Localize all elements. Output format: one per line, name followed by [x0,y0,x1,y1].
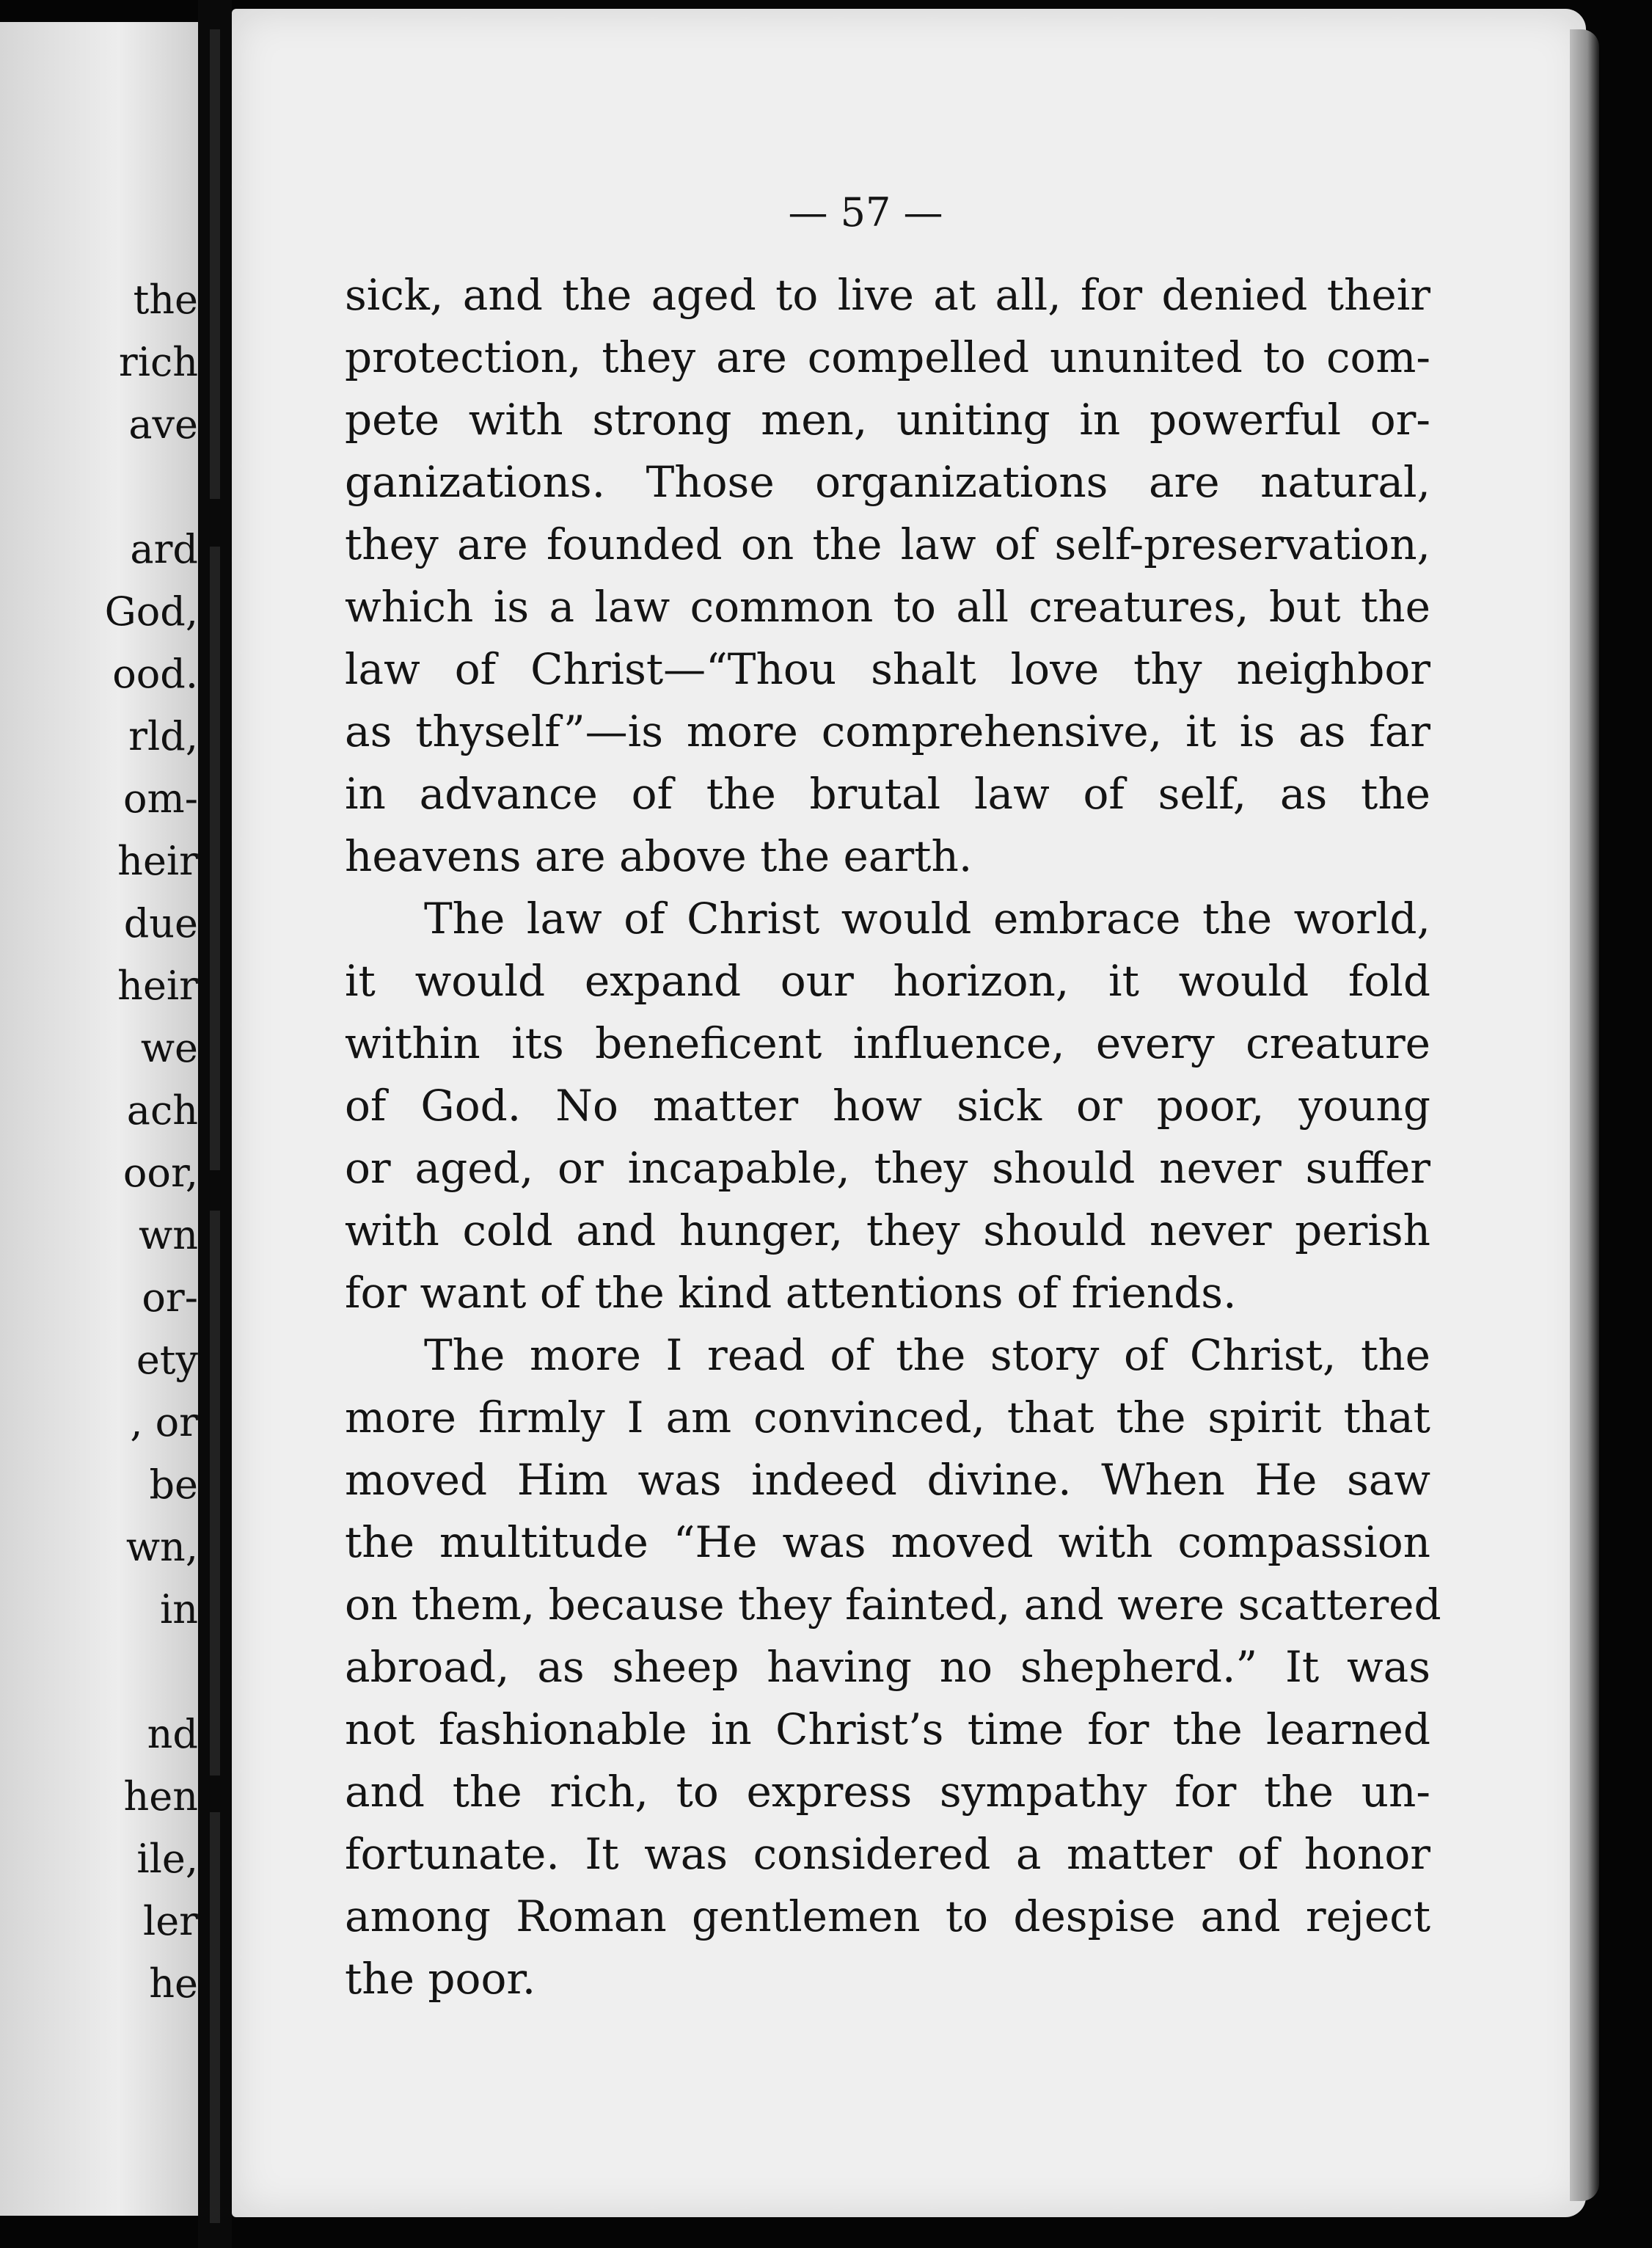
binding-strip [210,29,220,499]
text-line: they are founded on the law of self-preservation, [345,519,1430,569]
text-line: the multitude “He was moved with compassion [345,1517,1430,1567]
facing-page-fragment: hen [123,1773,198,1820]
text-line: abroad, as sheep having no shepherd.” It was [345,1642,1430,1692]
facing-page-fragment: God, [104,588,198,635]
facing-page-fragment: be [149,1461,198,1508]
facing-page-fragment: wn, [125,1524,198,1570]
facing-page-fragment: ler [142,1898,198,1944]
text-line: moved Him was indeed divine. When He saw [345,1455,1430,1505]
page-edge [1570,29,1599,2201]
paragraph [345,264,1430,888]
facing-page-fragment: the [133,277,198,323]
paragraph [345,888,1430,1324]
text-line: protection, they are compelled ununited to com- [345,332,1430,382]
facing-page-fragment: in [159,1586,198,1632]
text-line: not fashionable in Christ’s time for the learned [345,1704,1430,1754]
facing-page-fragment: ard [130,526,198,572]
binding-strip [210,1211,220,1776]
facing-page-fragment: om- [123,776,198,822]
page-number: — 57 — [788,189,943,236]
facing-page-fragment: ile, [136,1836,198,1882]
facing-page-fragment: we [140,1025,198,1071]
facing-page-fragment: ave [128,401,198,448]
facing-page-fragment: ood. [112,651,198,697]
text-line: for want of the kind attentions of friends. [345,1268,1237,1318]
paragraph [345,1324,1441,2010]
binding-strip [210,547,220,1170]
binding-strip [210,1812,220,2223]
text-line: it would expand our horizon, it would fold [345,956,1430,1006]
text-line: as thyself”—is more comprehensive, it is as far [345,707,1430,756]
text-line: The more I read of the story of Christ, the [424,1330,1430,1380]
facing-page-fragment: oor, [123,1150,198,1196]
text-line: fortunate. It was considered a matter of honor [345,1829,1430,1879]
text-line: the poor. [345,1954,536,2004]
text-line: with cold and hunger, they should never perish [345,1205,1430,1255]
text-line: law of Christ—“Thou shalt love thy neighbor [345,644,1430,694]
text-line: and the rich, to express sympathy for the un- [345,1767,1430,1817]
text-line: in advance of the brutal law of self, as the [345,769,1430,819]
facing-page-fragment: rld, [128,713,198,759]
facing-page-fragment: due [123,900,198,946]
text-line: sick, and the aged to live at all, for denied their [345,270,1430,320]
text-line: or aged, or incapable, they should never suffer [345,1143,1430,1193]
text-line: within its beneficent influence, every creature [345,1018,1430,1068]
facing-page-fragment: nd [147,1711,198,1757]
text-line: of God. No matter how sick or poor, young [345,1081,1430,1131]
body-text [345,264,1441,2010]
text-line: more firmly I am convinced, that the spirit that [345,1393,1430,1442]
facing-page [0,22,198,2216]
facing-page-fragment: rich [118,339,198,385]
text-line: among Roman gentlemen to despise and reject [345,1891,1430,1941]
facing-page-fragment: heir [117,838,198,884]
text-line: on them, because they fainted, and were scattered [345,1580,1441,1630]
facing-page-fragment: he [149,1960,198,2007]
text-line: which is a law common to all creatures, but the [345,582,1430,632]
facing-page-fragment: wn [139,1212,198,1258]
facing-page-fragment: ach [126,1087,198,1134]
text-line: heavens are above the earth. [345,831,973,881]
text-line: ganizations. Those organizations are natural, [345,457,1430,507]
facing-page-text-fragments [0,22,198,2216]
text-line: The law of Christ would embrace the world, [424,894,1430,944]
facing-page-fragment: , or [130,1399,198,1445]
facing-page-fragment: ety [136,1337,198,1383]
facing-page-fragment: or- [142,1274,198,1321]
facing-page-fragment: heir [117,963,198,1009]
text-line: pete with strong men, uniting in powerful or- [345,395,1430,445]
